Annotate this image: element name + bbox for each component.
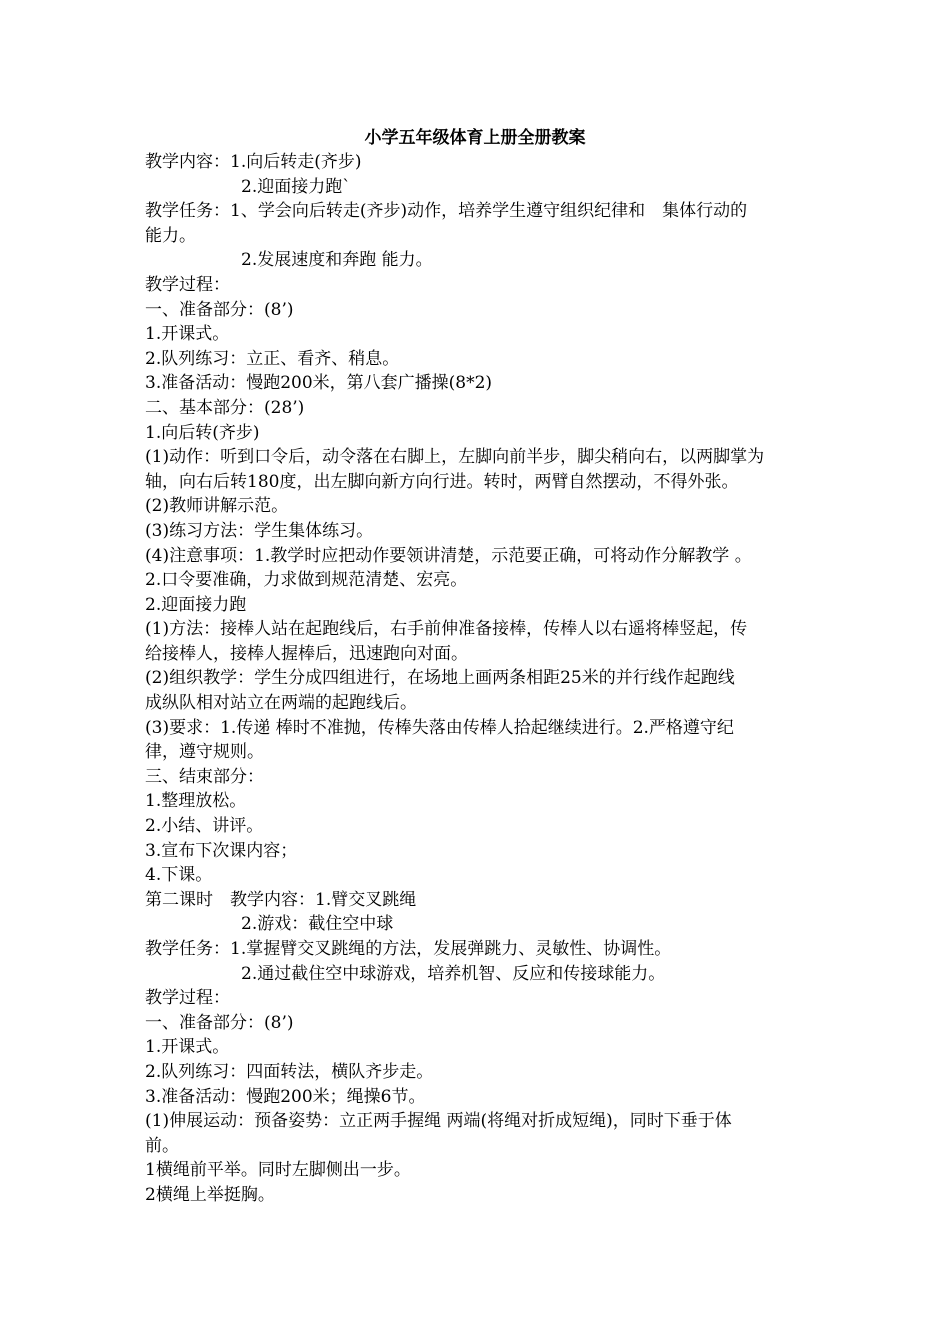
text-line: 2横绳上举挺胸。 bbox=[145, 1184, 275, 1205]
text-line: (1)伸展运动：预备姿势：立正两手握绳 两端(将绳对折成短绳)，同时下垂于体 bbox=[145, 1111, 732, 1132]
text-line: 1.整理放松。 bbox=[145, 791, 247, 812]
text-line: 1.向后转(齐步) bbox=[145, 422, 260, 443]
text-line: 一、准备部分：(8’) bbox=[145, 299, 294, 320]
text-line: 3.准备活动：慢跑200米，第八套广播操(8*2) bbox=[145, 373, 493, 394]
text-line: 3.准备活动：慢跑200米；绳操6节。 bbox=[145, 1086, 426, 1107]
text-line: 成纵队相对站立在两端的起跑线后。 bbox=[145, 693, 417, 714]
text-line: (1)方法：接棒人站在起跑线后，右手前伸准备接棒，传棒人以右遥将棒竖起，传 bbox=[145, 619, 748, 640]
text-line: 律，遵守规则。 bbox=[145, 742, 264, 763]
text-line: 2.队列练习：四面转法，横队齐步走。 bbox=[145, 1061, 434, 1082]
text-line: 1横绳前平举。同时左脚侧出一步。 bbox=[145, 1160, 411, 1181]
text-line: (2)组织教学：学生分成四组进行，在场地上画两条相距25米的并行线作起跑线 bbox=[145, 668, 735, 689]
text-line: 轴，向右后转180度，出左脚向新方向行进。转时，两臂自然摆动，不得外张。 bbox=[145, 471, 739, 492]
text-line: (3)练习方法：学生集体练习。 bbox=[145, 520, 374, 541]
text-line: 2.口令要准确，力求做到规范清楚、宏亮。 bbox=[145, 570, 468, 591]
text-line: (4)注意事项：1.教学时应把动作要领讲清楚，示范要正确，可将动作分解教学 。 bbox=[145, 545, 752, 566]
text-line: (2)教师讲解示范。 bbox=[145, 496, 289, 517]
text-line: (3)要求：1.传递 棒时不准抛，传棒失落由传棒人拾起继续进行。2.严格遵守纪 bbox=[145, 717, 734, 738]
text-line: 一、准备部分：(8’) bbox=[145, 1012, 294, 1033]
text-line: 三、结束部分： bbox=[145, 766, 264, 787]
text-line: 教学过程： bbox=[145, 988, 230, 1009]
text-line: 2.小结、讲评。 bbox=[145, 816, 264, 837]
text-line: 教学任务：1.掌握臂交叉跳绳的方法，发展弹跳力、灵敏性、协调性。 bbox=[145, 939, 672, 959]
text-line: 前。 bbox=[145, 1135, 179, 1156]
text-line: 教学内容：1.向后转走(齐步) bbox=[145, 152, 362, 172]
text-line: 教学任务：1、学会向后转走(齐步)动作，培养学生遵守组织纪律和 集体行动的 bbox=[145, 201, 748, 222]
text-line: 第二课时 教学内容：1.臂交叉跳绳 bbox=[145, 889, 417, 910]
text-line: 2.发展速度和奔跑 能力。 bbox=[241, 250, 433, 271]
text-line: 2.队列练习：立正、看齐、稍息。 bbox=[145, 348, 400, 369]
document-body bbox=[145, 150, 810, 1208]
text-line: 二、基本部分：(28’) bbox=[145, 397, 305, 418]
text-line: 1.开课式。 bbox=[145, 324, 230, 345]
text-line: 1.开课式。 bbox=[145, 1037, 230, 1058]
text-line: 能力。 bbox=[145, 225, 196, 246]
text-line: 2.通过截住空中球游戏，培养机智、反应和传接球能力。 bbox=[241, 963, 666, 984]
text-line: 2.迎面接力跑 bbox=[145, 594, 247, 615]
text-line: 2.迎面接力跑` bbox=[241, 176, 351, 197]
text-line: (1)动作：听到口令后，动令落在右脚上，左脚向前半步，脚尖稍向右，以两脚掌为 bbox=[145, 447, 765, 468]
text-line: 教学过程： bbox=[145, 274, 230, 295]
text-line: 给接棒人，接棒人握棒后，迅速跑向对面。 bbox=[145, 643, 468, 664]
text-line: 2.游戏：截住空中球 bbox=[241, 914, 394, 935]
document-title: 小学五年级体育上册全册教案 bbox=[364, 128, 586, 148]
text-line: 4.下课。 bbox=[145, 865, 213, 886]
text-line: 3.宣布下次课内容； bbox=[145, 840, 298, 861]
